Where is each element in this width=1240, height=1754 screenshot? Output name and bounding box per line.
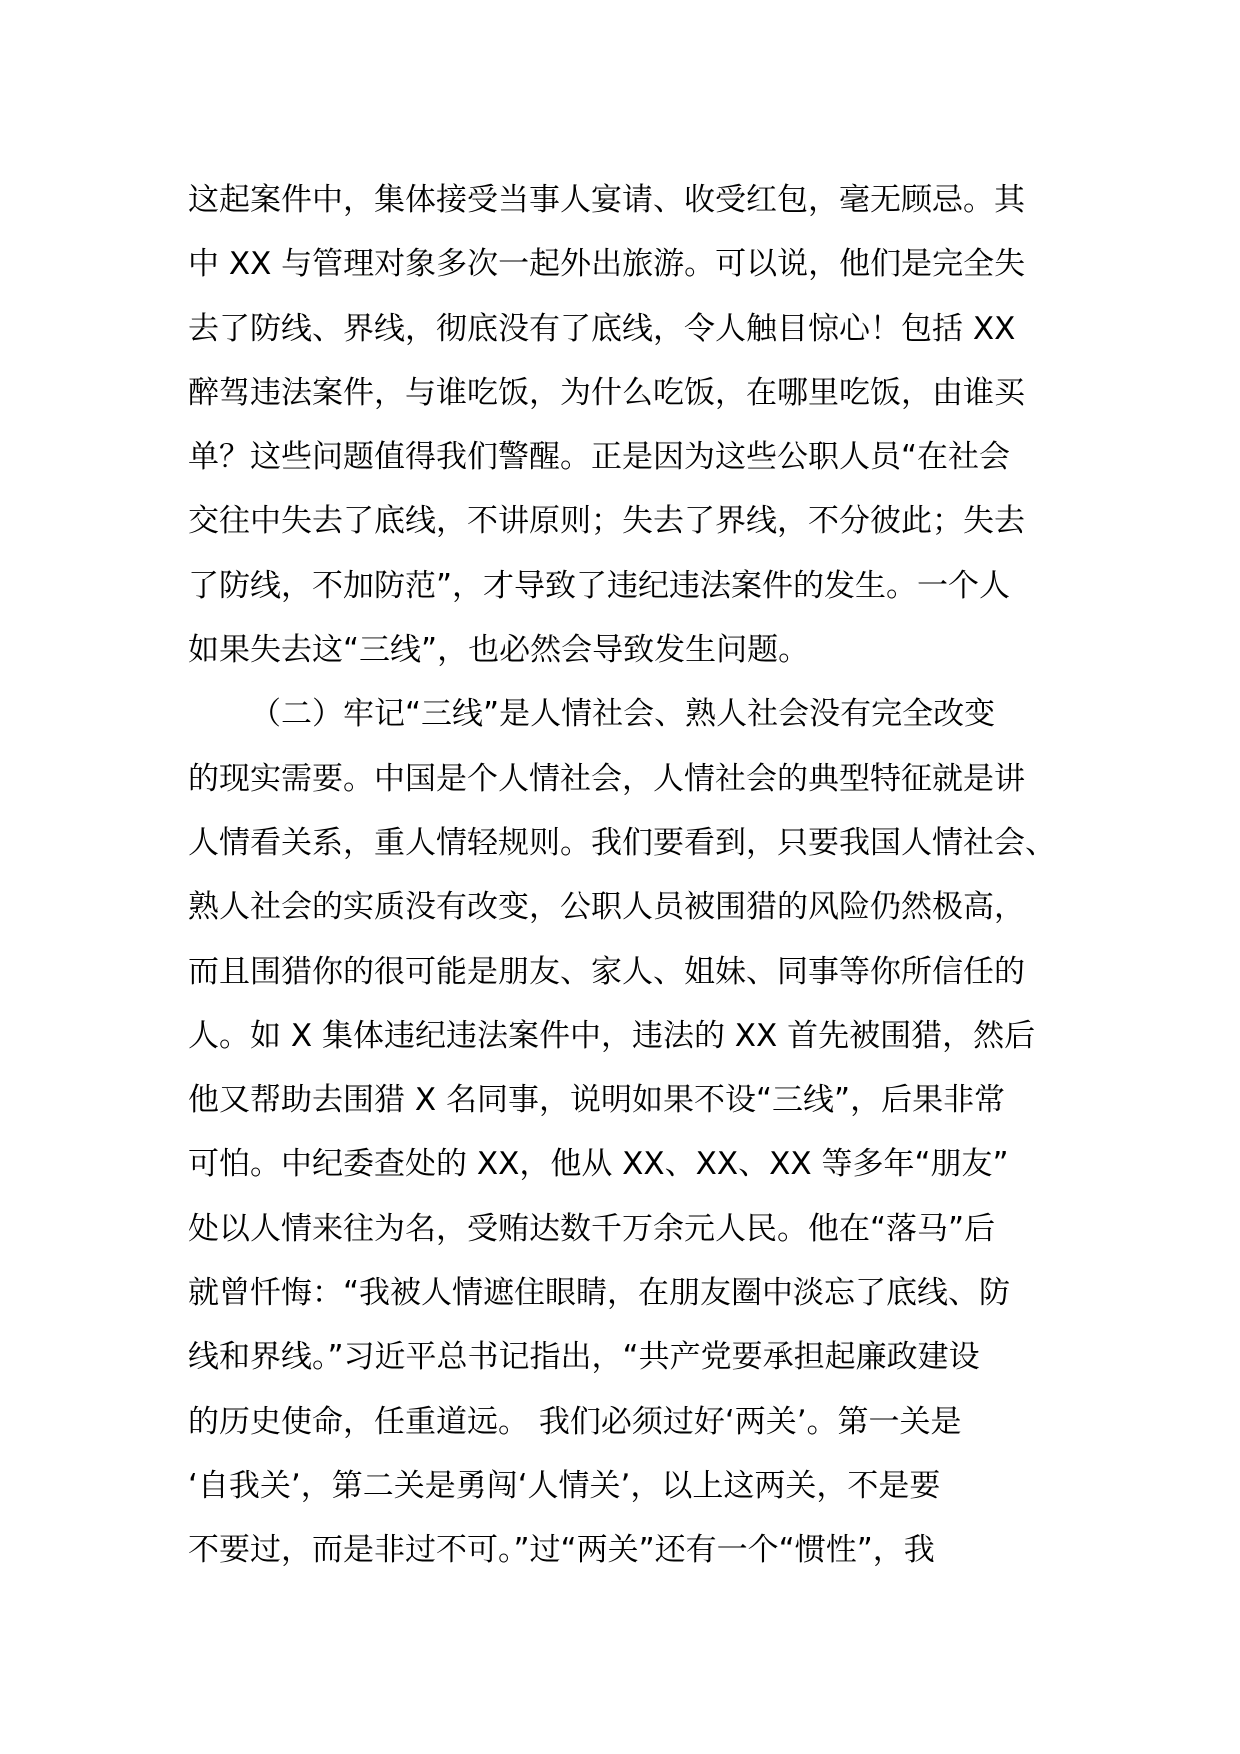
text-line-5: 单？这些问题值得我们警醒。正是因为这些公职人员“在社会 xyxy=(188,439,1011,476)
text-line-14: 人。如 X 集体违纪违法案件中，违法的 XX 首先被围猎，然后 xyxy=(188,1017,1036,1054)
text-line-11: 人情看关系，重人情轻规则。我们要看到，只要我国人情社会、 xyxy=(188,824,1056,861)
text-line-6: 交往中失去了底线，不讲原则；失去了界线，不分彼此；失去 xyxy=(188,503,1025,540)
text-line-20: 的历史使命，任重道远。 我们必须过好‘两关’。第一关是 xyxy=(188,1403,962,1440)
text-line-17: 处以人情来往为名，受贿达数千万余元人民。他在“落马”后 xyxy=(188,1210,996,1247)
text-line-19: 线和界线。”习近平总书记指出，“共产党要承担起廉政建设 xyxy=(188,1339,980,1376)
text-line-3: 去了防线、界线，彻底没有了底线，令人触目惊心！包括 XX xyxy=(188,310,1016,347)
text-line-4: 醉驾违法案件，与谁吃饭，为什么吃饭，在哪里吃饭，由谁买 xyxy=(188,374,1025,411)
text-line-8: 如果失去这“三线”，也必然会导致发生问题。 xyxy=(188,632,810,669)
text-line-1: 这起案件中，集体接受当事人宴请、收受红包，毫无顾忌。其 xyxy=(188,182,1025,218)
text-line-12: 熟人社会的实质没有改变，公职人员被围猎的风险仍然极高， xyxy=(188,889,1025,926)
text-line-16: 可怕。中纪委查处的 XX，他从 XX、XX、XX 等多年“朋友” xyxy=(188,1146,1009,1183)
text-line-22: 不要过，而是非过不可。”过“两关”还有一个“惯性”，我 xyxy=(188,1532,935,1569)
text-line-2: 中 XX 与管理对象多次一起外出旅游。可以说，他们是完全失 xyxy=(188,246,1026,283)
text-line-7: 了防线，不加防范”，才导致了违纪违法案件的发生。一个人 xyxy=(188,567,1011,604)
text-line-13: 而且围猎你的很可能是朋友、家人、姐妹、同事等你所信任的 xyxy=(188,953,1025,990)
text-line-10: 的现实需要。中国是个人情社会，人情社会的典型特征就是讲 xyxy=(188,760,1025,797)
body-text xyxy=(188,168,1088,1583)
text-line-21: ‘自我关’，第二关是勇闯‘人情关’，以上这两关，不是要 xyxy=(188,1467,941,1504)
text-line-18: 就曾忏悔：“我被人情遮住眼睛，在朋友圈中淡忘了底线、防 xyxy=(188,1275,1011,1312)
text-line-15: 他又帮助去围猎 X 名同事，说明如果不设“三线”，后果非常 xyxy=(188,1082,1006,1119)
section-heading-line: （二）牢记“三线”是人情社会、熟人社会没有完全改变 xyxy=(250,696,996,733)
